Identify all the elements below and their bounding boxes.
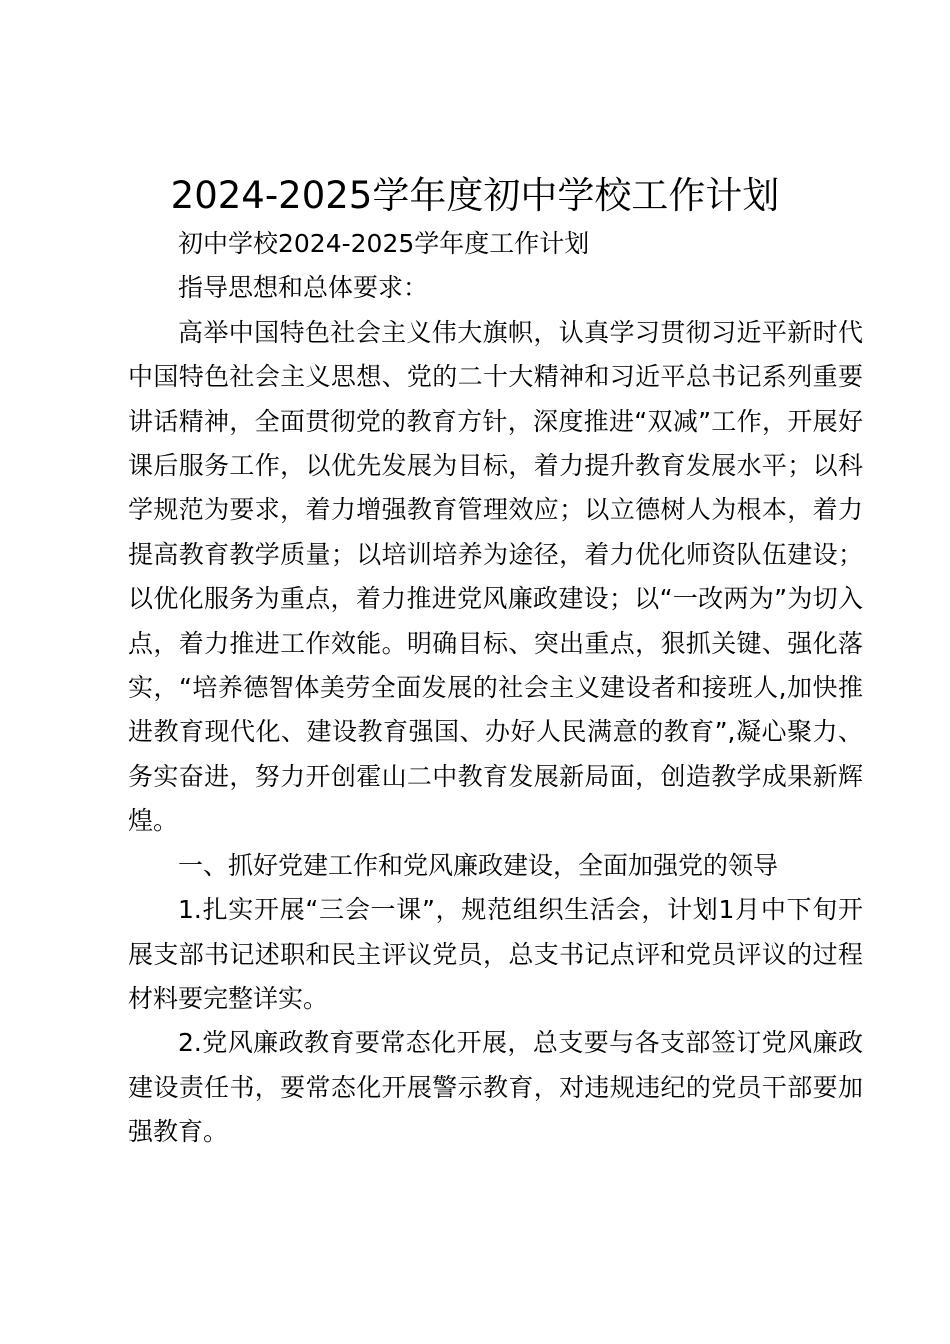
section-heading: 一、抓好党建工作和党风廉政建设，全面加强党的领导 [178,850,779,880]
item-paragraph-2: 2.党风廉政教育要常态化开展，总支要与各支部签订党风廉政建设责任书，要常态化开展警示教育，对违规违纪的党员干部要加强教育。 [128,1028,863,1147]
item-paragraph-1: 1.扎实开展“三会一课”，规范组织生活会，计划1月中下旬开展支部书记述职和民主评议党员，总支书记点评和党员评议的过程材料要完整详实。 [128,895,863,1013]
guiding-heading: 指导思想和总体要求： [178,273,429,303]
subtitle-paragraph: 初中学校2024-2025学年度工作计划 [178,229,590,258]
document-body [128,222,863,1155]
document-title: 2024-2025学年度初中学校工作计划 [170,174,780,217]
guiding-paragraph: 高举中国特色社会主义伟大旗帜，认真学习贯彻习近平新时代中国特色社会主义思想、党的二十大精神和习近平总书记系列重要讲话精神，全面贯彻党的教育方针，深度推进“双减”工作，开展好课后服务工作，以优先发展为目标，着力提升教育发展水平；以科学规范为要求，着力增强教育管理效应；以立德树人为根本，着力提高教育教学质量；以培训培养为途径，着力优化师资队伍建设；以优化服务为重点，着力推进党风廉政建设；以“一改两为”为切入点，着力推进工作效能。明确目标、突出重点，狠抓关键、强化落实，“培养德智体美劳全面发展的社会主义建设者和接班人,加快推进教育现代化、建设教育强国、办好人民满意的教育”,凝心聚力、务实奋进，努力开创霍山二中教育发展新局面，创造教学成果新辉煌。 [128,317,863,836]
